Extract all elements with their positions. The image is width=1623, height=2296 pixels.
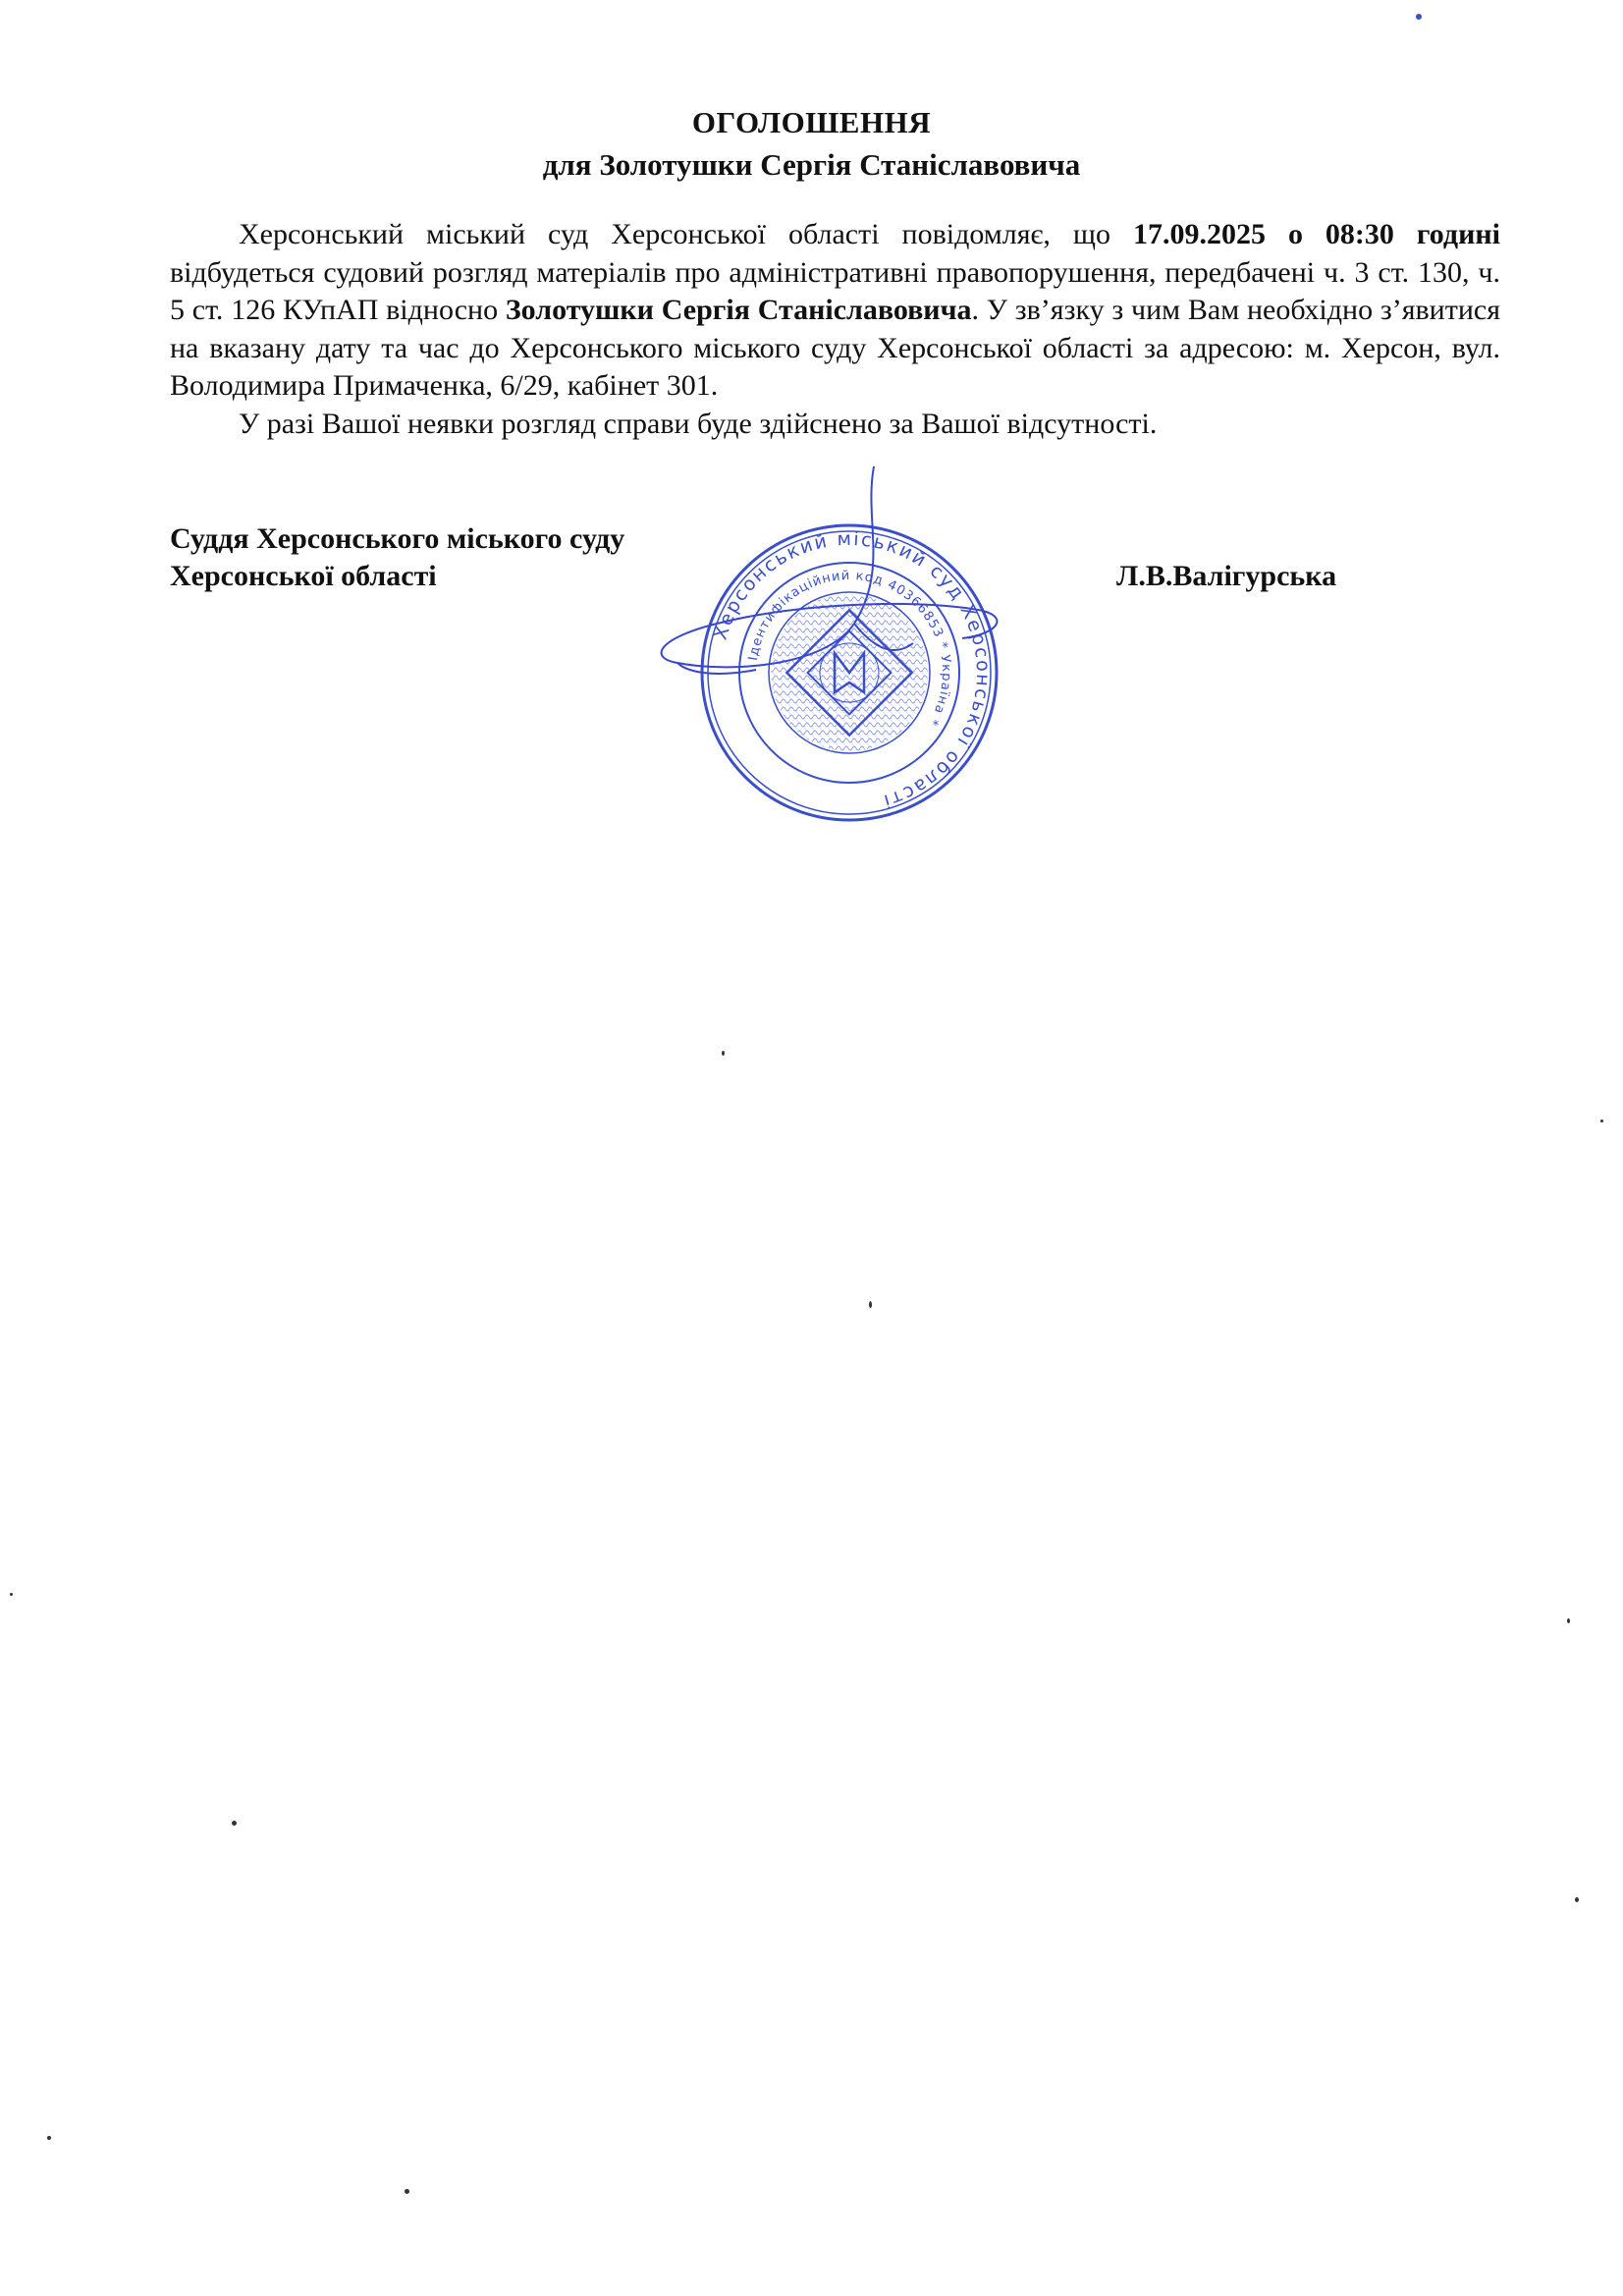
notice-text-3: . У зв’язку з чим Вам необхідно з’явитися на вказану дату та час до Херсонського міського суду Херсонської області за адресою: м. Херсон, вул. Володимира Примаченка, 6/29, кабінет 301. — [170, 294, 1500, 402]
document-body — [170, 216, 1500, 443]
scan-speck — [869, 1301, 872, 1308]
scan-speck — [1575, 1897, 1579, 1902]
notice-text-1: Херсонський міський суд Херсонської області повідомляє, що — [239, 218, 1133, 250]
scan-speck — [10, 1593, 13, 1596]
scan-speck — [405, 2189, 409, 2194]
notice-text-2: відбудеться судовий розгляд матеріалів про адміністративні правопорушення, передбачені ч. 3 ст. 130, ч. 5 ст. 126 КУпАП відносно — [170, 255, 1500, 326]
notice-paragraph — [170, 216, 1500, 406]
scan-speck — [722, 1051, 725, 1056]
stamp-outer-text: Херсонський міський суд Херсонської області — [709, 527, 995, 813]
stamp-inner-text: Ідентифікаційний код 40366853 * Україна * — [745, 568, 954, 729]
hearing-datetime: 17.09.2025 о 08:30 годині — [1132, 218, 1500, 250]
document-subtitle: для Золотушки Сергія Станіславовича — [542, 147, 1081, 182]
person-name: Золотушки Сергія Станіславовича — [505, 294, 972, 326]
scan-speck — [1416, 14, 1422, 20]
signature-position — [170, 520, 624, 595]
signature-position-line1: Суддя Херсонського міського суду — [170, 522, 625, 555]
scan-speck — [232, 1821, 237, 1826]
scan-speck — [1567, 1618, 1570, 1623]
scan-speck — [1600, 1120, 1603, 1122]
judge-name: Л.В.Валігурська — [1116, 560, 1337, 592]
absence-paragraph: У разі Вашої неявки розгляд справи буде здійснено за Вашої відсутності. — [239, 407, 1158, 440]
document-title: ОГОЛОШЕННЯ — [691, 105, 932, 139]
signature-position-line2: Херсонської області — [170, 560, 437, 592]
court-stamp — [648, 462, 1051, 825]
scan-speck — [47, 2136, 51, 2140]
